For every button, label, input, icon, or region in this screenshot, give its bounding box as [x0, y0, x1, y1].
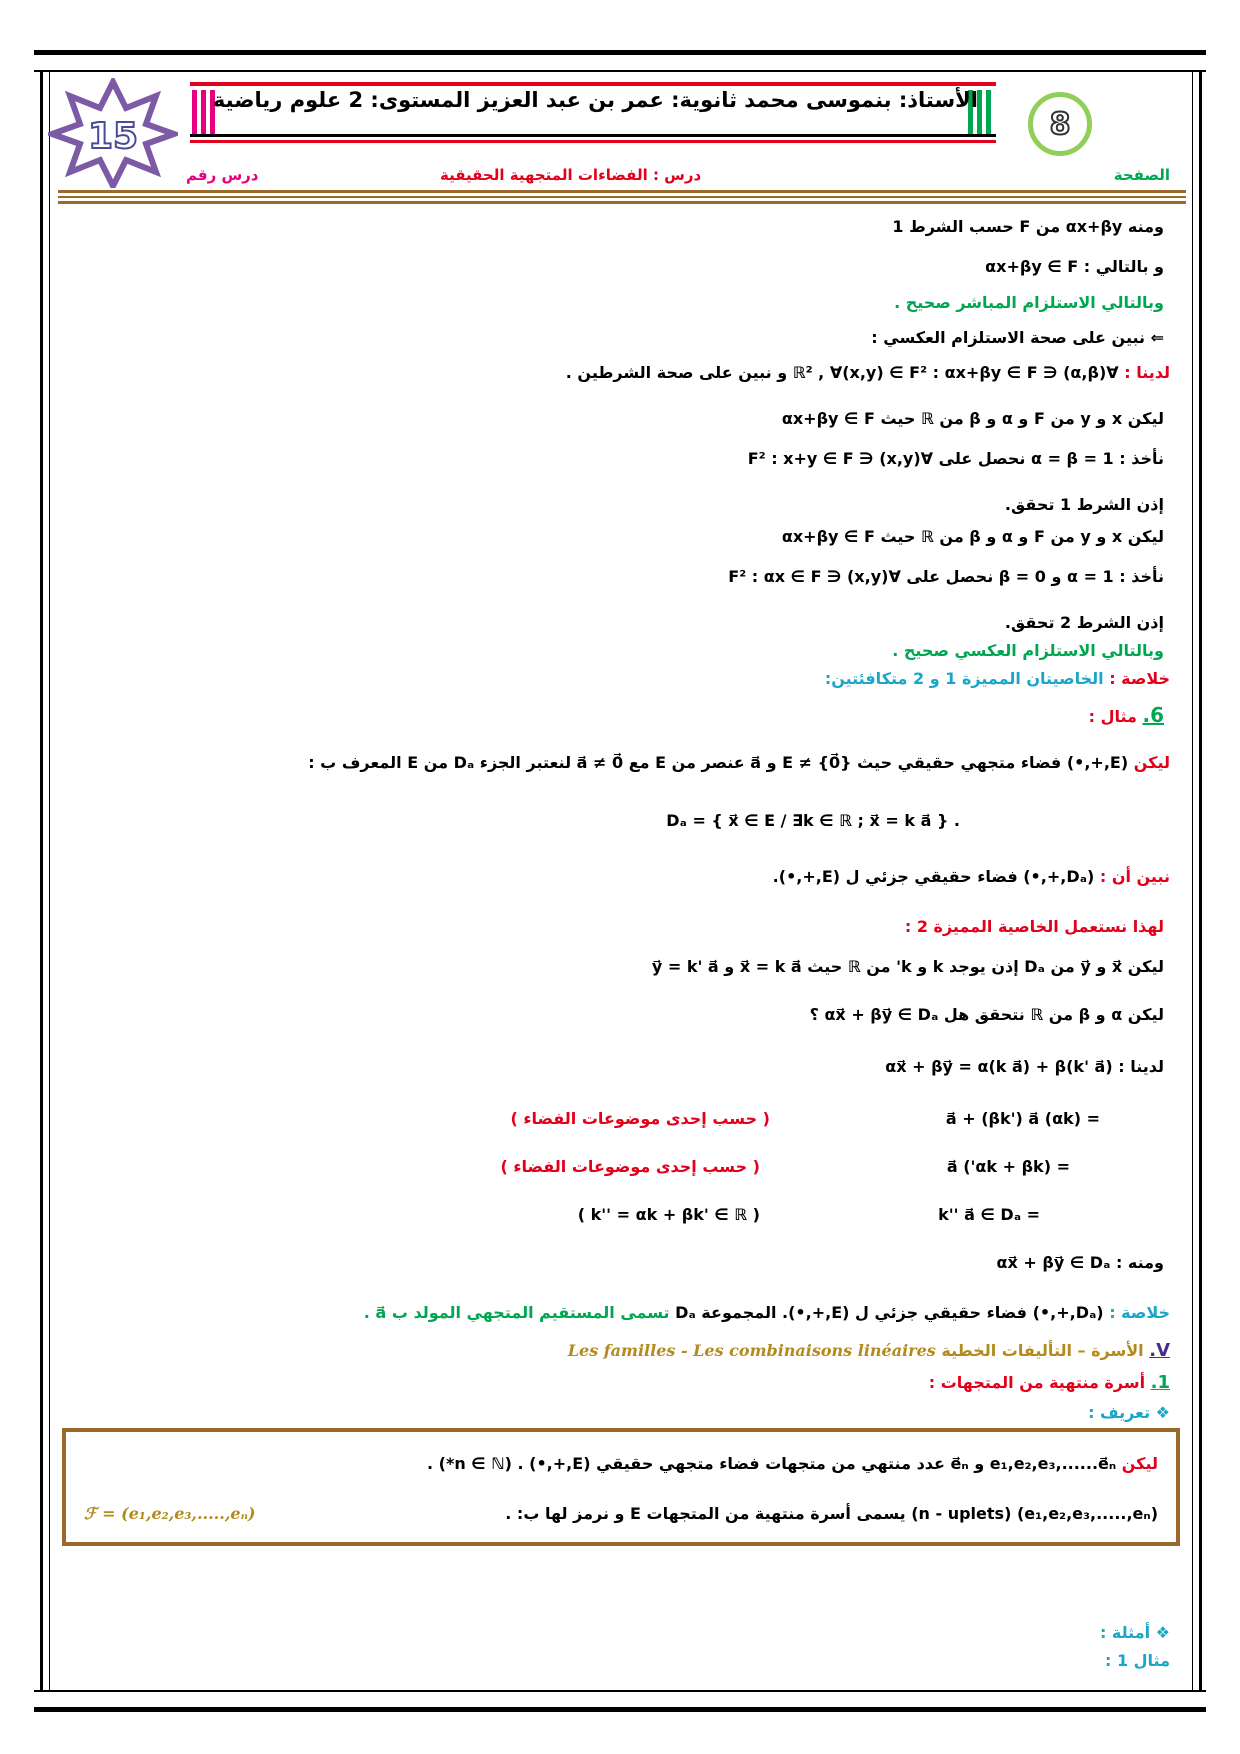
header-rule-3 [58, 201, 1186, 204]
text-line: إذن الشرط 2 تحقق. [1004, 613, 1164, 632]
text-line [825, 668, 1170, 690]
text-line: ليكن α و β من ℝ نتحقق هل αx⃗ + βy⃗ ∈ Dₐ ؟ [809, 1005, 1164, 1024]
text-line: ليكن x⃗ و y⃗ من Dₐ إذن يوجد k و k' من ℝ حيث x⃗ = k a⃗ و y⃗ = k' a⃗ [651, 957, 1164, 976]
text-line [1089, 704, 1164, 728]
section-number: V. [1149, 1340, 1170, 1361]
text-line: و بالتالي : αx+βy ∈ F [985, 257, 1164, 276]
page-border-right [1192, 72, 1202, 1692]
subsection-heading [929, 1372, 1170, 1394]
text-line: لدينا : αx⃗ + βy⃗ = α(k a⃗) + β(k' a⃗) [885, 1057, 1164, 1076]
red-label: ليكن [1121, 1454, 1158, 1473]
text-line [308, 752, 1170, 774]
math-step: = k'' a⃗ ∈ Dₐ [938, 1205, 1040, 1224]
text-line: ومنه : αx⃗ + βy⃗ ∈ Dₐ [996, 1253, 1164, 1272]
text-line [773, 866, 1170, 888]
text-span: تسمى المستقيم المتجهي المولد ب a⃗ . [363, 1303, 670, 1322]
text-span: (Dₐ,+,•) فضاء حقيقي جزئي ل (E,+,•). [772, 867, 1095, 886]
header-rule-2 [58, 196, 1186, 198]
text-line: ⇐ نبين على صحة الاستلزام العكسي : [871, 328, 1164, 347]
red-label: ليكن [1133, 753, 1170, 772]
text-span: الخاصيتان المميزة 1 و 2 متكافئتين: [824, 669, 1104, 688]
lesson-number: 15 [87, 116, 139, 157]
text-line: ليكن x و y من F و α و β من ℝ حيث αx+βy ∈ F [781, 409, 1164, 428]
text-span: (E,+,•) فضاء متجهي حقيقي حيث E ≠ {0⃗} و a⃗ عنصر من E مع a⃗ ≠ 0⃗ لنعتبر الجزء Dₐ من E المعرف ب : [308, 753, 1129, 772]
page-number-badge: 8 [1028, 92, 1092, 156]
text-span: ∀(α,β) ∈ ℝ² , ∀(x,y) ∈ F² : αx+βy ∈ F و نبين على صحة الشرطين . [565, 363, 1119, 382]
text-line: لهذا نستعمل الخاصية المميزة 2 : [904, 917, 1164, 936]
magenta-stripes [192, 90, 215, 134]
text-line: ليكن x و y من F و α و β من ℝ حيث αx+βy ∈ F [781, 527, 1164, 546]
red-label: نبين أن : [1099, 867, 1170, 886]
page-border-top [34, 50, 1206, 72]
text-line: ❖ أمثلة : [1099, 1623, 1170, 1642]
justification: ( k'' = αk + βk' ∈ ℝ ) [577, 1205, 760, 1224]
text-span: أسرة منتهية من المتجهات : [928, 1373, 1146, 1392]
text-line: مثال 1 : [1104, 1651, 1170, 1670]
header-rule-1 [58, 190, 1186, 193]
text-line: نأخذ : α = β = 1 نحصل على ∀(x,y) ∈ F² : x+y ∈ F [747, 449, 1164, 468]
red-label: خلاصة : [1109, 669, 1170, 688]
text-line: وبالتالي الاستلزام المباشر صحيح . [894, 293, 1164, 312]
teal-label: خلاصة : [1109, 1303, 1170, 1322]
header-title: الأستاذ: بنموسى محمد ثانوية: عمر بن عبد العزيز المستوى: 2 علوم رياضية [212, 88, 978, 112]
text-span: مثال : [1088, 707, 1137, 726]
text-line: . Dₐ = { x⃗ ∈ E / ∃k ∈ ℝ ; x⃗ = k a⃗ } [666, 811, 960, 830]
text-span: الأسرة – التأليفات الخطية [941, 1341, 1144, 1360]
text-line: ❖ تعريف : [1088, 1403, 1170, 1422]
section-number: 1. [1150, 1372, 1170, 1393]
lesson-title: الفضاءات المتجهية الحقيقية [440, 166, 648, 184]
lesson-title-row [440, 166, 701, 184]
text-line [566, 362, 1170, 384]
lesson-number-star [48, 78, 178, 188]
lesson-label: درس : [652, 166, 702, 184]
text-line: وبالتالي الاستلزام العكسي صحيح . [892, 641, 1164, 660]
text-line [364, 1302, 1170, 1324]
section-heading [568, 1340, 1170, 1362]
lesson-number-label: درس رقم [186, 166, 259, 184]
justification: ( حسب إحدى موضوعات الفضاء ) [510, 1109, 770, 1128]
text-line: ومنه αx+βy من F حسب الشرط 1 [892, 217, 1164, 236]
math-step: = (αk + βk') a⃗ [946, 1157, 1070, 1176]
page-label: الصفحة [1113, 166, 1170, 184]
definition-box [62, 1428, 1180, 1546]
page-border-left [40, 72, 50, 1692]
red-label: لدينا : [1124, 363, 1170, 382]
text-line: إذن الشرط 1 تحقق. [1004, 495, 1164, 514]
math-step: = (αk) a⃗ + (βk') a⃗ [945, 1109, 1100, 1128]
text-span: (Dₐ,+,•) فضاء حقيقي جزئي ل (E,+,•). المجموعة Dₐ [675, 1303, 1104, 1322]
text-span: Les familles - Les combinaisons linéaires [567, 1341, 936, 1360]
section-number: 6. [1142, 703, 1164, 727]
justification: ( حسب إحدى موضوعات الفضاء ) [500, 1157, 760, 1176]
definition-line [505, 1504, 1158, 1523]
text-line: نأخذ : α = 1 و β = 0 نحصل على ∀(x,y) ∈ F² : αx ∈ F [728, 567, 1164, 586]
page-border-bottom [34, 1690, 1206, 1712]
definition-line [427, 1454, 1158, 1473]
text-span: (e₁,e₂,e₃,.....,eₙ) (n - uplets) يسمى أسرة منتهية من المتجهات E و نرمز لها ب: . [505, 1504, 1158, 1523]
text-span: e₁,e₂,e₃,......e⃗ₙ و e⃗ₙ عدد منتهي من متجهات فضاء متجهي حقيقي (E,+,•) . (n ∈ ℕ*) . [427, 1454, 1117, 1473]
definition-notation: ℱ = (e₁,e₂,e₃,.....,eₙ) [84, 1504, 256, 1523]
